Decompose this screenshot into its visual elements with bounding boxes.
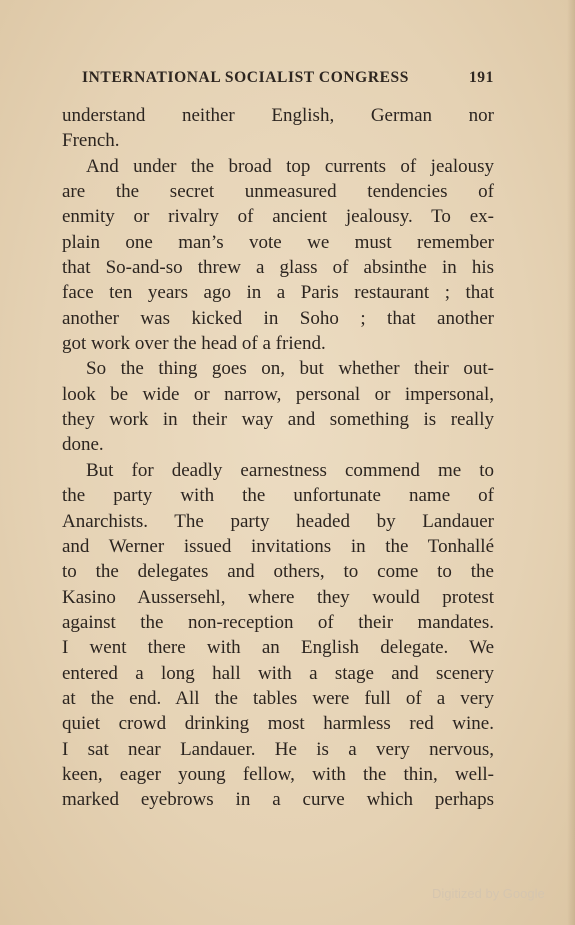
paragraph-start-line: So the thing goes on, but whether their out- <box>86 358 494 380</box>
text-line: plain one man’s vote we must remember <box>62 231 494 253</box>
paragraph-start-line: But for deadly earnestness commend me to <box>86 459 494 481</box>
page-edge-shadow <box>567 0 575 925</box>
running-title: INTERNATIONAL SOCIALIST CONGRESS <box>82 69 409 86</box>
text-line: entered a long hall with a stage and scenery <box>62 662 494 684</box>
paragraph-start-line: And under the broad top currents of jealousy <box>86 155 494 177</box>
text-line: I sat near Landauer. He is a very nervous, <box>62 738 494 760</box>
running-header <box>82 69 494 91</box>
text-line: done. <box>62 434 104 456</box>
text-line: at the end. All the tables were full of a very <box>62 687 494 709</box>
text-line: to the delegates and others, to come to the <box>62 561 494 583</box>
text-line: the party with the unfortunate name of <box>62 485 494 507</box>
text-line: I went there with an English delegate. We <box>62 637 494 659</box>
text-line: that So-and-so threw a glass of absinthe in his <box>62 257 494 279</box>
text-line: keen, eager young fellow, with the thin, well- <box>62 763 494 785</box>
text-line: Kasino Aussersehl, where they would protest <box>62 586 494 608</box>
text-line: French. <box>62 130 120 152</box>
text-line: got work over the head of a friend. <box>62 333 326 355</box>
text-line: quiet crowd drinking most harmless red wine. <box>62 713 494 735</box>
text-line: are the secret unmeasured tendencies of <box>62 181 494 203</box>
text-line: another was kicked in Soho ; that another <box>62 307 494 329</box>
text-line: and Werner issued invitations in the Tonhallé <box>62 535 494 557</box>
body-text <box>62 103 494 813</box>
text-line: enmity or rivalry of ancient jealousy. To ex- <box>62 206 494 228</box>
text-line: face ten years ago in a Paris restaurant ; that <box>62 282 494 304</box>
page-number: 191 <box>468 69 494 86</box>
text-line: they work in their way and something is really <box>62 409 494 431</box>
text-line: against the non-reception of their mandates. <box>62 611 494 633</box>
text-line: marked eyebrows in a curve which perhaps <box>62 789 494 811</box>
digitization-watermark: Digitized by Google <box>432 886 545 901</box>
text-line: understand neither English, German nor <box>62 105 494 126</box>
text-line: look be wide or narrow, personal or impersonal, <box>62 383 494 405</box>
text-line: Anarchists. The party headed by Landauer <box>62 510 494 532</box>
